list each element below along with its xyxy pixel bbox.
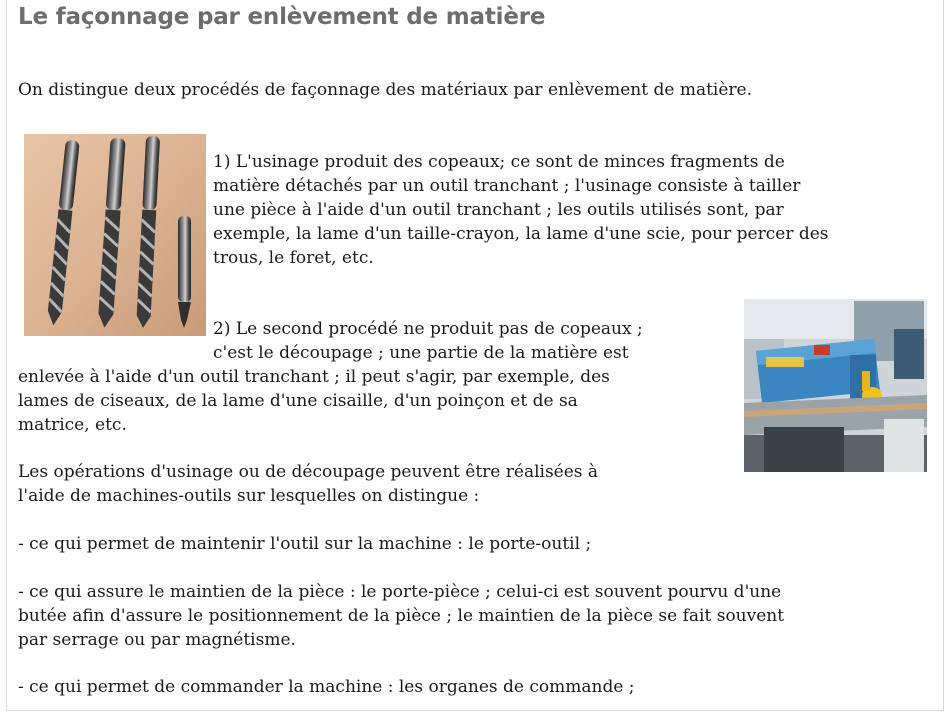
list-item-porte-outil: - ce qui permet de maintenir l'outil sur la machine : le porte-outil ;: [18, 534, 592, 554]
paragraph-machines-line-2: l'aide de machines-outils sur lesquelles on distingue :: [18, 486, 480, 506]
paragraph-machines-line-1: Les opérations d'usinage ou de découpage peuvent être réalisées à: [18, 462, 599, 482]
drill-bits-image: [24, 134, 206, 336]
machine-tool-image: [744, 299, 927, 472]
paragraph-decoupage-line-2: c'est le découpage ; une partie de la matière est: [213, 343, 629, 363]
list-item-porte-piece-line-1: - ce qui assure le maintien de la pièce : le porte-pièce ; celui-ci est souvent pourvu d'une: [18, 582, 782, 602]
paragraph-decoupage-line-1: 2) Le second procédé ne produit pas de copeaux ;: [213, 319, 643, 339]
paragraph-usinage-line-4: exemple, la lame d'un taille-crayon, la lame d'une scie, pour percer des: [213, 224, 829, 244]
list-item-commande: - ce qui permet de commander la machine : les organes de commande ;: [18, 677, 635, 697]
paragraph-usinage-line-1: 1) L'usinage produit des copeaux; ce sont de minces fragments de: [213, 152, 785, 172]
list-item-porte-piece-line-3: par serrage ou par magnétisme.: [18, 630, 296, 650]
intro-paragraph: On distingue deux procédés de façonnage des matériaux par enlèvement de matière.: [18, 80, 752, 100]
paragraph-usinage-line-5: trous, le foret, etc.: [213, 248, 374, 268]
paragraph-decoupage-line-5: matrice, etc.: [18, 415, 127, 435]
list-item-porte-piece-line-2: butée afin d'assure le positionnement de la pièce ; le maintien de la pièce se fait souvent: [18, 606, 785, 626]
paragraph-usinage-line-2: matière détachés par un outil tranchant ; l'usinage consiste à tailler: [213, 176, 801, 196]
page-title: Le façonnage par enlèvement de matière: [18, 4, 546, 30]
paragraph-decoupage-line-3: enlevée à l'aide d'un outil tranchant ; il peut s'agir, par exemple, des: [18, 367, 610, 387]
paragraph-decoupage-line-4: lames de ciseaux, de la lame d'une cisaille, d'un poinçon et de sa: [18, 391, 578, 411]
paragraph-usinage-line-3: une pièce à l'aide d'un outil tranchant ; les outils utilisés sont, par: [213, 200, 784, 220]
